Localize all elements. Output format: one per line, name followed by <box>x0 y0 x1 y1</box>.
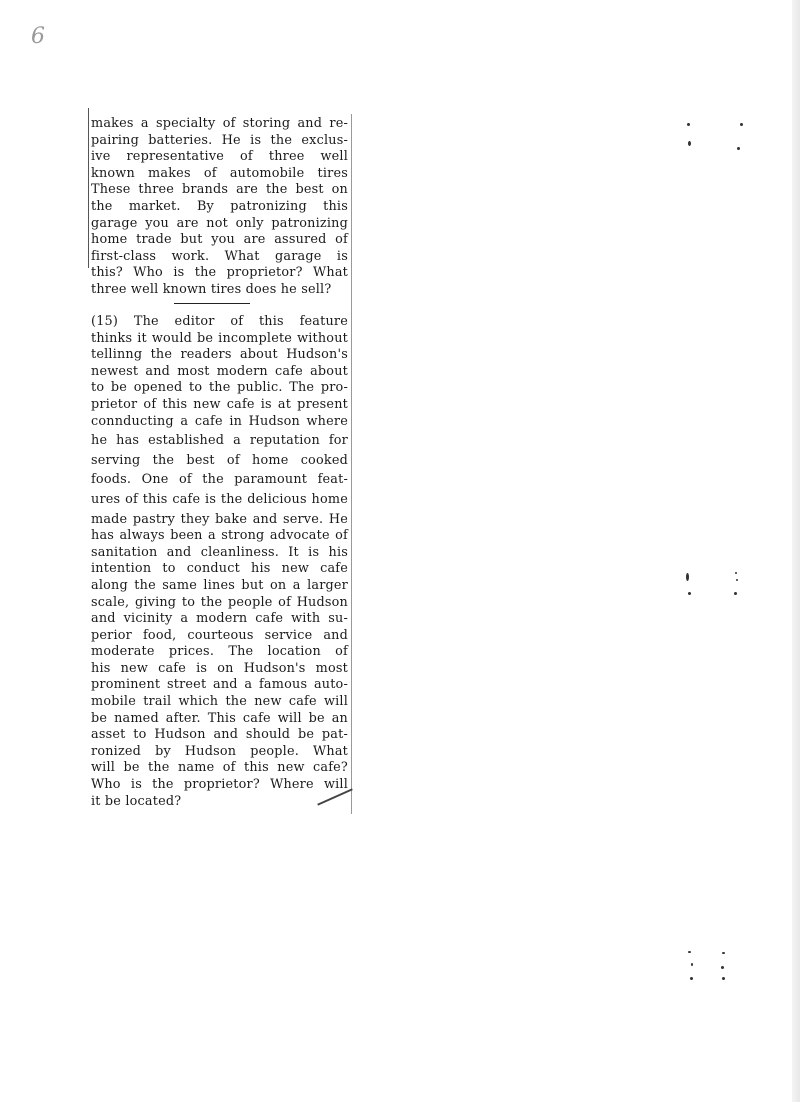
text-line: tellinng the readers about Hudson's <box>91 347 348 363</box>
text-line: ures of this cafe is the delicious home <box>91 491 348 507</box>
speck <box>736 579 738 581</box>
text-line: (15) The editor of this feature <box>91 314 348 329</box>
text-line: it be located? <box>91 793 182 809</box>
article-paragraph-garage <box>91 116 348 299</box>
text-line: known makes of automobile tires <box>91 165 348 181</box>
newspaper-clipping <box>86 108 354 820</box>
text-line: mobile trail which the new cafe will <box>91 694 348 710</box>
text-line: makes a specialty of storing and re- <box>91 116 348 131</box>
speck <box>690 977 693 980</box>
speck <box>687 123 690 126</box>
text-line: thinks it would be incomplete without <box>91 330 348 346</box>
text-line: his new cafe is on Hudson's most <box>91 660 348 676</box>
text-line: home trade but you are assured of <box>91 232 348 248</box>
text-line: be named after. This cafe will be an <box>91 710 348 726</box>
clipping-left-edge <box>88 108 89 268</box>
text-line: foods. One of the paramount feat- <box>91 472 348 488</box>
text-line: prominent street and a famous auto- <box>91 677 348 693</box>
text-line: pairing batteries. He is the exclus- <box>91 132 348 148</box>
text-line: newest and most modern cafe about <box>91 363 348 379</box>
speck <box>740 123 743 126</box>
text-line: made pastry they bake and serve. He <box>91 511 348 527</box>
speck <box>735 572 737 574</box>
text-line: prietor of this new cafe is at present <box>91 396 348 412</box>
text-line: he has established a reputation for <box>91 433 348 449</box>
text-line: and vicinity a modern cafe with su- <box>91 611 348 627</box>
text-line: ive representative of three well <box>91 149 348 165</box>
speck <box>691 963 693 966</box>
text-line: this? Who is the proprietor? What <box>91 265 348 281</box>
text-line: sanitation and cleanliness. It is his <box>91 544 348 560</box>
scan-edge-strip <box>792 0 800 1102</box>
text-line: first-class work. What garage is <box>91 248 348 264</box>
speck <box>722 977 725 980</box>
speck <box>688 141 691 146</box>
text-line: perior food, courteous service and <box>91 627 348 643</box>
text-line: intention to conduct his new cafe <box>91 561 348 577</box>
text-line: the market. By patronizing this <box>91 198 348 214</box>
speck <box>688 951 691 953</box>
text-line: scale, giving to the people of Hudson <box>91 594 348 610</box>
text-line: to be opened to the public. The pro- <box>91 380 348 396</box>
article-paragraph-cafe <box>91 314 348 810</box>
speck <box>721 966 724 969</box>
speck <box>734 592 737 595</box>
text-line: ronized by Hudson people. What <box>91 743 348 759</box>
page-number: 6 <box>31 24 45 49</box>
text-line: Who is the proprietor? Where will <box>91 777 348 793</box>
text-line: garage you are not only patronizing <box>91 215 348 231</box>
text-line: asset to Hudson and should be pat- <box>91 727 348 743</box>
clipping-right-edge <box>351 114 352 814</box>
text-line: three well known tires does he sell? <box>91 281 332 297</box>
text-line: moderate prices. The location of <box>91 644 348 660</box>
text-line: serving the best of home cooked <box>91 452 348 468</box>
text-line: will be the name of this new cafe? <box>91 760 348 776</box>
text-line: These three brands are the best on <box>91 182 348 198</box>
text-line: along the same lines but on a larger <box>91 577 348 593</box>
speck <box>722 952 725 954</box>
section-divider <box>174 303 250 304</box>
speck <box>688 592 691 595</box>
speck <box>686 573 689 581</box>
text-line: has always been a strong advocate of <box>91 528 348 544</box>
speck <box>737 147 740 150</box>
text-line: connducting a cafe in Hudson where <box>91 413 348 429</box>
